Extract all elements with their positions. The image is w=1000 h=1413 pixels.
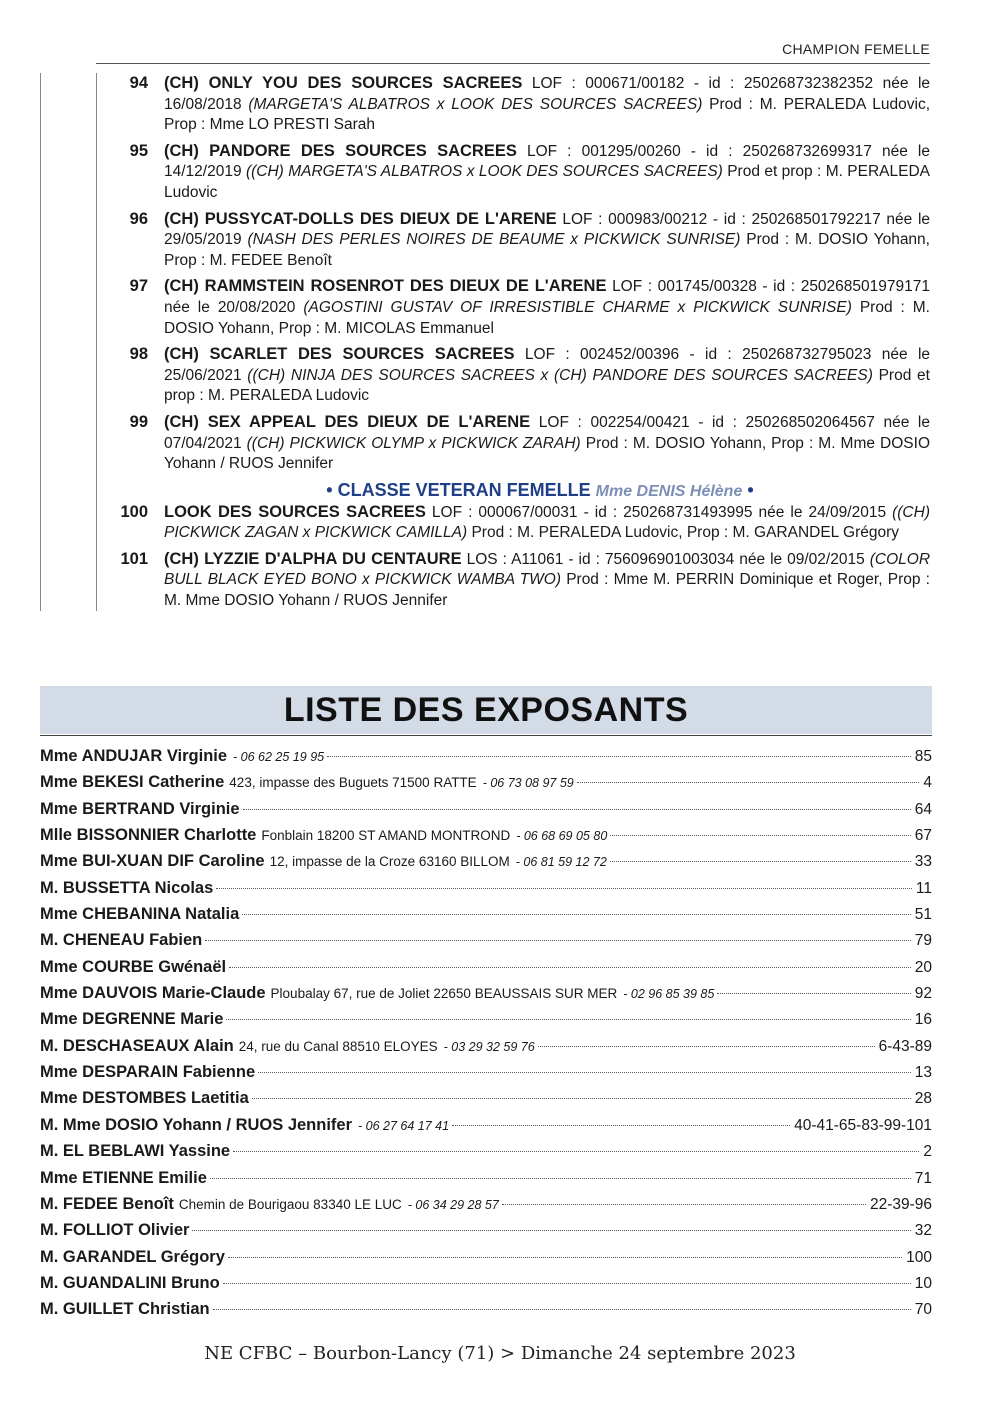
dot-leader [610,861,911,862]
entry-number: 101 [120,549,148,568]
exhibitor-catalog-numbers: 6-43-89 [878,1037,932,1055]
dot-leader [610,835,910,836]
champion-female-list [100,73,930,475]
dot-leader [242,914,910,915]
exhibitor-catalog-numbers: 79 [914,932,932,950]
exhibitor-name: M. GARANDEL Grégory [40,1247,225,1266]
dot-leader [717,993,910,994]
exhibitor-row [40,826,932,852]
dog-entry [100,502,930,544]
entry-body [164,73,930,136]
exhibitor-name: M. GUILLET Christian [40,1300,210,1319]
owners: Prod : M. PERALEDA Ludovic, Prop : Mme LO PRESTI Sarah [164,95,930,134]
exhibitor-row [40,1195,932,1221]
entry-body [164,141,930,204]
parents: (COLOR BULL BLACK EYED BONO x PICKWICK WAMBA TWO) [164,550,931,589]
dot-leader [213,1309,911,1310]
exhibitor-phone: - 06 62 25 19 95 [233,750,325,764]
exhibitor-name: M. EL BEBLAWI Yassine [40,1142,231,1161]
exhibitor-catalog-numbers: 32 [914,1222,932,1240]
exhibitor-catalog-numbers: 13 [914,1064,932,1082]
entry-body [164,549,930,612]
exhibitor-row [40,1221,932,1247]
parents: ((CH) NINJA DES SOURCES SACREES x (CH) PANDORE DES SOURCES SACREES) [247,366,873,384]
entry-body [164,209,930,272]
entry-body [164,412,930,475]
owners: Prod : M. DOSIO Yohann, Prop : M. MICOLAS Emmanuel [164,298,930,337]
entry-body [164,344,930,407]
entry-number: 99 [129,412,148,431]
exhibitor-row [40,747,932,773]
exhibitor-name: Mme COURBE Gwénaël [40,957,227,976]
dot-leader [233,1151,919,1152]
exhibitor-row [40,852,932,878]
exhibitors-list [40,747,932,1327]
entry-number: 94 [129,74,148,92]
dog-name: (CH) RAMMSTEIN ROSENROT DES DIEUX DE L'ARENE [164,277,607,296]
owners: Prod : M. DOSIO Yohann, Prop : M. Mme DOSIO Yohann / RUOS Jennifer [164,434,930,473]
exhibitor-name: Mlle BISSONNIER Charlotte [40,826,257,845]
exhibitor-row [40,1300,932,1326]
exhibitor-phone: - 06 27 64 17 41 [358,1118,450,1133]
owners: Prod : M. DOSIO Yohann, Prop : M. FEDEE Benoît [164,231,930,269]
dot-leader [252,1098,911,1099]
exhibitor-catalog-numbers: 70 [914,1301,932,1319]
entry-body [164,276,930,339]
parents: ((CH) PICKWICK OLYMP x PICKWICK ZARAH) [246,434,581,452]
exhibitor-name: Mme ANDUJAR Virginie [40,747,228,765]
dog-name: (CH) PANDORE DES SOURCES SACREES [164,141,517,160]
owners: Prod et prop : M. PERALEDA Ludovic [164,366,930,405]
dog-entry [100,412,930,475]
exhibitor-address: Ploubalay 67, rue de Joliet 22650 BEAUSSAIS SUR MER [270,986,618,1002]
exhibitor-row [40,1089,932,1115]
exhibitor-row [40,1169,932,1195]
dog-entry [100,276,930,339]
exhibitor-row [40,879,932,905]
exhibitor-address: Chemin de Bourigaou 83340 LE LUC [178,1196,402,1212]
veteran-female-list [100,502,930,612]
dog-entry [100,209,930,272]
entry-number: 96 [129,209,148,228]
exhibitor-name: Mme DAUVOIS Marie-Claude [40,984,266,1003]
registration: LOF : 001295/00260 - id : 250268732699317 née le 14/12/2019 [164,142,930,181]
dot-leader [538,1046,875,1047]
exhibitor-name: M. GUANDALINI Bruno [40,1273,220,1292]
exhibitor-catalog-numbers: 85 [914,748,932,765]
registration: LOS : A11061 - id : 756096901003034 née le 09/02/2015 [466,550,865,568]
exhibitor-catalog-numbers: 20 [914,958,932,976]
judge-name: Mme DENIS Hélène [595,482,743,500]
exhibitor-name: Mme ETIENNE Emilie [40,1168,207,1187]
owners: Prod et prop : M. PERALEDA Ludovic [164,163,931,201]
dot-leader [229,967,911,968]
exhibitor-name: Mme DESTOMBES Laetitia [40,1089,249,1108]
exhibitor-phone: - 02 96 85 39 85 [623,987,715,1002]
exhibitor-row [40,1116,932,1142]
dot-leader [577,782,920,783]
section-label: CHAMPION FEMELLE [782,41,930,57]
registration: LOF : 002254/00421 - id : 250268502064567 née le 07/04/2021 [164,413,930,452]
exhibitor-name: M. DESCHASEAUX Alain [40,1036,234,1055]
exhibitor-name: Mme DEGRENNE Marie [40,1010,224,1029]
owners: Prod : M. PERALEDA Ludovic, Prop : M. GARANDEL Grégory [471,524,900,542]
exhibitor-catalog-numbers: 33 [914,853,932,871]
exhibitor-row [40,1063,932,1089]
entry-number: 100 [120,502,148,521]
exhibitor-catalog-numbers: 2 [923,1143,932,1161]
exhibitor-catalog-numbers: 71 [914,1169,932,1187]
exhibitor-row [40,1037,932,1063]
exhibitor-row [40,1142,932,1168]
dog-entry [100,344,930,407]
exhibitor-row [40,800,932,826]
exhibitor-catalog-numbers: 67 [914,827,932,845]
exhibitor-row [40,1010,932,1036]
exhibitor-phone: - 06 34 29 28 57 [407,1197,499,1212]
dot-leader [228,1257,902,1258]
dot-leader [226,1019,910,1020]
dot-leader [243,809,911,810]
exhibitor-name: M. BUSSETTA Nicolas [40,878,214,897]
dot-leader [192,1230,910,1231]
registration: LOF : 000067/00031 - id : 250268731493995 née le 24/09/2015 [431,503,887,521]
exhibitor-catalog-numbers: 51 [914,906,932,924]
exhibitor-name: Mme BERTRAND Virginie [40,799,240,818]
dog-name: (CH) PUSSYCAT-DOLLS DES DIEUX DE L'ARENE [164,209,557,228]
entry-number: 98 [129,345,148,364]
exhibitor-catalog-numbers: 92 [914,985,932,1003]
registration: LOF : 000983/00212 - id : 250268501792217 née le 29/05/2019 [164,210,931,249]
exhibitor-name: Mme DESPARAIN Fabienne [40,1063,256,1082]
dog-name: (CH) ONLY YOU DES SOURCES SACREES [164,74,523,92]
dog-name: (CH) LYZZIE D'ALPHA DU CENTAURE [164,549,462,568]
catalog-entries [100,73,930,617]
exhibitor-name: Mme CHEBANINA Natalia [40,905,240,924]
exhibitors-title: LISTE DES EXPOSANTS [40,686,932,734]
exhibitor-catalog-numbers: 100 [906,1248,932,1266]
exhibitor-row [40,1274,932,1300]
exhibitor-address: Fonblain 18200 ST AMAND MONTROND [261,828,511,844]
parents: ((CH) PICKWICK ZAGAN x PICKWICK CAMILLA) [164,503,930,542]
exhibitor-catalog-numbers: 11 [915,879,932,897]
exhibitor-name: M. Mme DOSIO Yohann / RUOS Jennifer [40,1115,353,1134]
dot-leader [327,756,911,757]
dot-leader [210,1178,911,1179]
exhibitor-catalog-numbers: 22-39-96 [869,1195,932,1213]
exhibitor-phone: - 06 73 08 97 59 [482,776,574,791]
registration: LOF : 002452/00396 - id : 250268732795023 née le 25/06/2021 [164,346,931,384]
header-divider [96,63,930,64]
entry-number: 97 [129,277,148,296]
entry-body [164,502,930,544]
exhibitor-row [40,984,932,1010]
exhibitor-name: M. FEDEE Benoît [40,1194,174,1213]
left-margin-line [40,73,41,611]
dot-leader [258,1072,911,1073]
dot-leader [502,1204,866,1205]
exhibitor-name: Mme BUI-XUAN DIF Caroline [40,852,265,871]
exhibitor-catalog-numbers: 28 [914,1090,932,1108]
dog-name: (CH) SCARLET DES SOURCES SACREES [164,345,515,364]
exhibitor-row [40,958,932,984]
exhibitor-address: 24, rue du Canal 88510 ELOYES [238,1038,438,1054]
exhibitor-row [40,1248,932,1274]
exhibitor-catalog-numbers: 10 [914,1274,932,1292]
owners: Prod : Mme M. PERRIN Dominique et Roger, Prop : M. Mme DOSIO Yohann / RUOS Jennifer [164,571,930,610]
dog-name: LOOK DES SOURCES SACREES [164,502,426,521]
parents: ((CH) MARGETA'S ALBATROS x LOOK DES SOURCES SACREES) [245,163,723,181]
exhibitor-catalog-numbers: 4 [923,774,932,792]
exhibitor-catalog-numbers: 64 [914,800,932,818]
exhibitor-phone: - 03 29 32 59 76 [443,1039,535,1054]
page-footer: NE CFBC – Bourbon-Lancy (71) > Dimanche 24 septembre 2023 [204,1343,796,1364]
exhibitor-row [40,931,932,957]
class-title: • CLASSE VETERAN FEMELLE [326,479,591,500]
exhibitor-catalog-numbers: 40-41-65-83-99-101 [794,1116,932,1134]
exhibitors-title-rule [40,735,932,736]
exhibitor-name: Mme BEKESI Catherine [40,773,225,792]
dot-leader [223,1283,911,1284]
parents: (MARGETA'S ALBATROS x LOOK DES SOURCES SACREES) [248,95,703,113]
exhibitor-name: M. FOLLIOT Olivier [40,1221,190,1240]
dog-entry [100,141,930,204]
exhibitor-name: M. CHENEAU Fabien [40,931,203,950]
class-bullet: • [747,479,754,500]
exhibitor-address: 423, impasse des Buguets 71500 RATTE [229,775,477,791]
registration: LOF : 001745/00328 - id : 250268501979171 née le 20/08/2020 [164,278,931,316]
exhibitor-catalog-numbers: 16 [914,1011,932,1029]
exhibitor-phone: - 06 81 59 12 72 [515,855,607,870]
parents: (AGOSTINI GUSTAV OF IRRESISTIBLE CHARME x PICKWICK SUNRISE) [303,298,852,316]
inner-margin-line [96,73,97,611]
dot-leader [205,940,910,941]
exhibitor-row [40,773,932,799]
class-heading [100,480,930,501]
exhibitor-address: 12, impasse de la Croze 63160 BILLOM [269,854,510,870]
dog-entry [100,73,930,136]
entry-number: 95 [129,141,148,160]
registration: LOF : 000671/00182 - id : 250268732382352 née le 16/08/2018 [164,75,931,113]
exhibitor-phone: - 06 68 69 05 80 [516,829,608,844]
dot-leader [452,1125,790,1126]
dog-entry [100,549,930,612]
dot-leader [216,888,912,889]
parents: (NASH DES PERLES NOIRES DE BEAUME x PICKWICK SUNRISE) [247,231,741,249]
exhibitor-row [40,905,932,931]
dog-name: (CH) SEX APPEAL DES DIEUX DE L'ARENE [164,412,531,431]
